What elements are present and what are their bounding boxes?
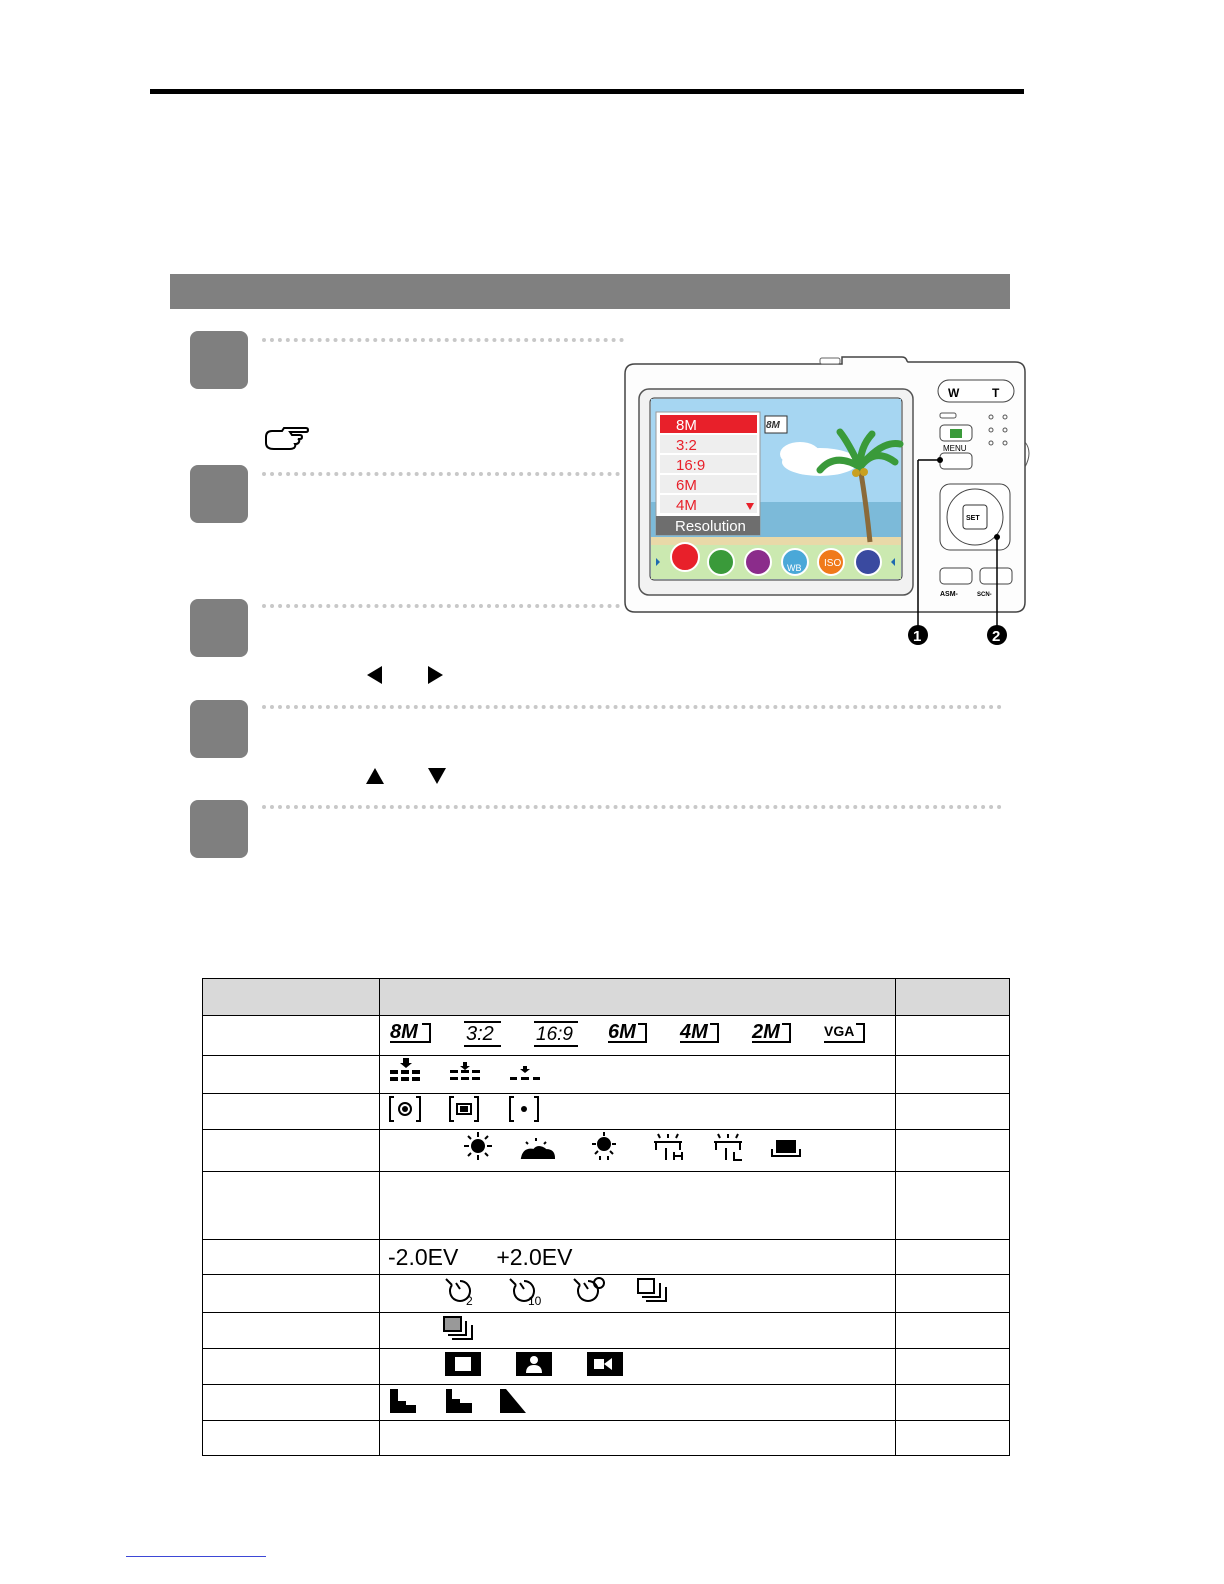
aeb-icon (388, 1313, 508, 1343)
menu-item: 4M (676, 497, 697, 514)
section-header-bar (170, 274, 1010, 309)
table-row (203, 1094, 1010, 1130)
step-1-leader (262, 338, 624, 342)
table-row (203, 1016, 1010, 1056)
table-header-cell (896, 979, 1010, 1016)
step-5-badge (190, 800, 248, 858)
settings-table (202, 978, 1008, 1441)
table-row (203, 1349, 1010, 1385)
menu-title: Resolution (675, 518, 746, 535)
table-row (203, 1130, 1010, 1172)
left-arrow-icon (364, 664, 386, 686)
svg-text:ISO: ISO (824, 558, 842, 569)
svg-text:4M: 4M (680, 1020, 708, 1043)
set-button-label: SET (966, 515, 980, 522)
svg-text:10: 10 (528, 1294, 542, 1307)
ev-max: +2.0EV (496, 1243, 573, 1270)
table-header-cell (203, 979, 380, 1016)
step-4-badge (190, 700, 248, 758)
note-hand-icon (262, 425, 310, 455)
zoom-wide-label: W (948, 386, 960, 400)
ev-range (380, 1244, 895, 1271)
step-2-badge (190, 465, 248, 523)
step-2-leader (262, 472, 620, 476)
asm-button-label: ASM- (940, 591, 958, 598)
table-row (203, 1275, 1010, 1313)
zoom-tele-label: T (992, 386, 1000, 400)
svg-text:3:2: 3:2 (466, 1022, 494, 1045)
menu-item: 16:9 (676, 457, 706, 474)
quality-icons (388, 1056, 588, 1088)
menu-button-label: MENU (943, 444, 967, 453)
table-row (203, 1385, 1010, 1421)
footer-link-underline (126, 1556, 266, 1557)
metering-icons (388, 1094, 588, 1124)
menu-item-selected: 8M (676, 417, 697, 434)
down-arrow-icon (426, 765, 448, 787)
table-row (203, 1056, 1010, 1094)
svg-text:2M: 2M (752, 1020, 780, 1043)
svg-text:VGA: VGA (824, 1022, 855, 1039)
menu-item: 6M (676, 477, 697, 494)
svg-text:6M: 6M (608, 1020, 636, 1043)
step-3-leader (262, 604, 620, 608)
resolution-icons (380, 1018, 895, 1054)
step-4-leader (262, 705, 1002, 709)
svg-text:8M: 8M (390, 1020, 418, 1043)
table-row (203, 1313, 1010, 1349)
drive-mode-icons (388, 1275, 708, 1307)
sharpness-icons (388, 1385, 548, 1415)
table-header-cell (380, 979, 896, 1016)
menu-item: 3:2 (676, 437, 697, 454)
top-rule (150, 89, 1024, 94)
right-arrow-icon (424, 664, 446, 686)
svg-text:2: 2 (466, 1294, 473, 1307)
step-3-badge (190, 599, 248, 657)
table-row (203, 1421, 1010, 1456)
callout-2-label: 2 (992, 628, 1001, 645)
svg-text:16:9: 16:9 (536, 1023, 573, 1045)
table-row (203, 1172, 1010, 1240)
white-balance-icons (388, 1130, 808, 1166)
svg-text:WB: WB (787, 563, 802, 573)
step-5-leader (262, 805, 1002, 809)
highlight-icons (388, 1349, 648, 1379)
step-1-badge (190, 331, 248, 389)
table-row (203, 1240, 1010, 1275)
size-badge: 8M (766, 420, 780, 431)
up-arrow-icon (364, 765, 386, 787)
scn-button-label: SCN- (977, 592, 992, 598)
resolution-size-icons (388, 1018, 888, 1054)
camera-illustration (620, 352, 1032, 654)
callout-1-label: 1 (913, 628, 922, 645)
ev-min: -2.0EV (388, 1243, 459, 1270)
